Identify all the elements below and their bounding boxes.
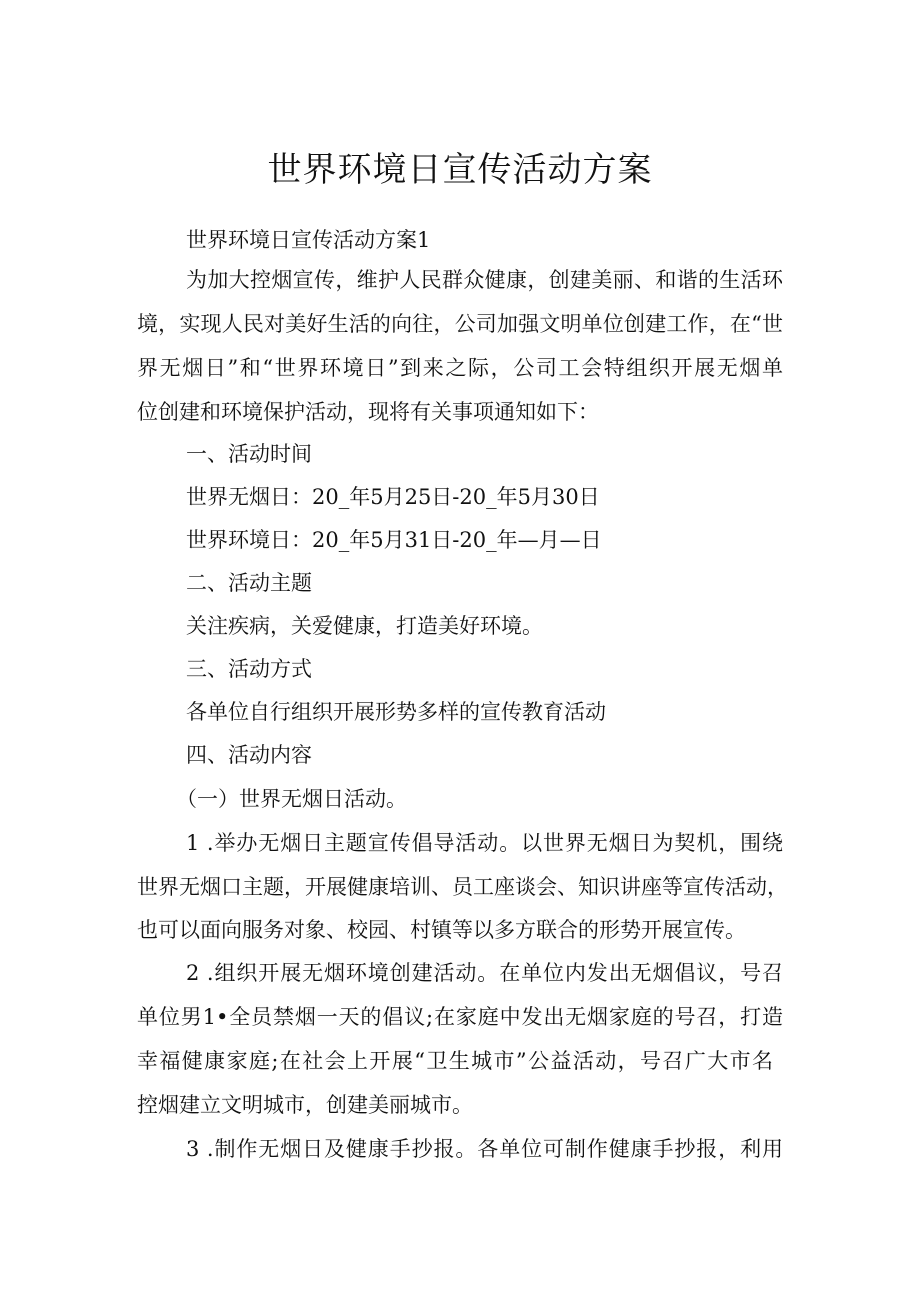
item-3-line-1: 3 .制作无烟日及健康手抄报。各单位可制作健康手抄报，利用: [186, 1137, 783, 1161]
heading-activity-content: 四、活动内容: [186, 743, 312, 767]
intro-paragraph-line-3: 界无烟日”和“世界环境日”到来之际，公司工会特组织开展无烟单: [137, 356, 783, 380]
subheading-no-smoking-day: （一）世界无烟日活动。: [176, 787, 407, 811]
item-1-line-2: 世界无烟口主题，开展健康培训、员工座谈会、知识讲座等宣传活动，: [137, 875, 788, 899]
document-title: 世界环境日宣传活动方案: [267, 149, 653, 190]
item-1-line-3: 也可以面向服务对象、校园、村镇等以多方联合的形势开展宣传。: [137, 918, 746, 942]
section-heading-plan-1: 世界环境日宣传活动方案1: [186, 228, 431, 252]
intro-paragraph-line-1: 为加大控烟宣传，维护人民群众健康，创建美丽、和谐的生活环: [186, 268, 783, 292]
environment-day-dates: 世界环境日：20_年5月31日-20_年—月—日: [186, 528, 602, 552]
heading-activity-theme: 二、活动主题: [186, 571, 312, 595]
activity-theme-text: 关注疾病，关爱健康，打造美好环境。: [186, 614, 543, 638]
intro-paragraph-line-2: 境，实现人民对美好生活的向往，公司加强文明单位创建工作，在“世: [137, 312, 783, 336]
no-smoking-day-dates: 世界无烟日：20_年5月25日-20_年5月30日: [186, 485, 600, 509]
item-2-line-3: 幸福健康家庭;在社会上开展“卫生城市”公益活动，号召广大市名: [137, 1049, 773, 1073]
intro-paragraph-line-4: 位创建和环境保护活动，现将有关事项通知如下：: [137, 400, 599, 424]
item-2-line-1: 2 .组织开展无烟环境创建活动。在单位内发出无烟倡议，号召: [186, 961, 783, 985]
item-2-line-4: 控烟建立文明城市，创建美丽城市。: [137, 1093, 473, 1117]
item-2-line-2: 单位男1•全员禁烟一天的倡议;在家庭中发出无烟家庭的号召，打造: [137, 1005, 783, 1029]
heading-activity-method: 三、活动方式: [186, 657, 312, 681]
item-1-line-1: 1 .举办无烟日主题宣传倡导活动。以世界无烟日为契机，围绕: [186, 831, 783, 855]
activity-method-text: 各单位自行组织开展形势多样的宣传教育活动: [186, 700, 606, 724]
heading-activity-time: 一、活动时间: [186, 442, 312, 466]
